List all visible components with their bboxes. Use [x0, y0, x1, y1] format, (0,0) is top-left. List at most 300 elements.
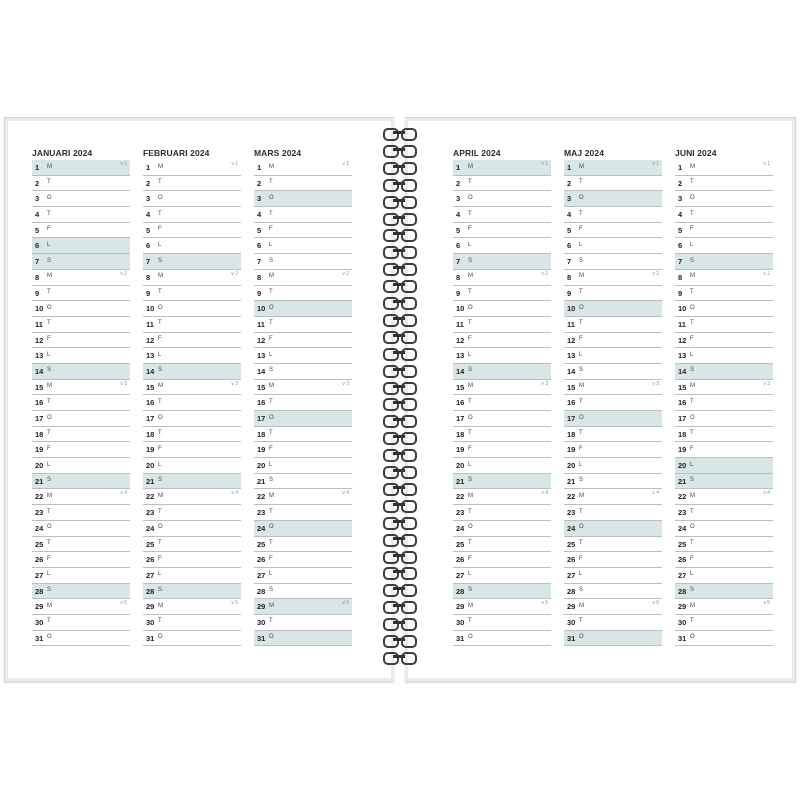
- day-row: [564, 160, 662, 176]
- week-number: v 5: [342, 600, 349, 607]
- weekday-letter: T: [269, 540, 273, 546]
- day-row: [254, 364, 352, 380]
- day-row: [32, 458, 130, 474]
- weekday-letter: T: [468, 618, 472, 625]
- weekday-letter: T: [468, 210, 472, 217]
- day-row: [254, 333, 352, 349]
- week-number: v 2: [231, 270, 238, 277]
- day-number: 19: [35, 445, 44, 455]
- day-row: [675, 474, 773, 490]
- weekday-letter: T: [579, 398, 583, 405]
- day-number: 6: [567, 241, 572, 251]
- day-number: 5: [257, 225, 262, 235]
- day-row: [143, 552, 241, 568]
- weekday-letter: S: [158, 477, 163, 484]
- week-number: v 1: [652, 161, 659, 167]
- day-row: [564, 364, 662, 380]
- binding-ring: [383, 296, 417, 308]
- weekday-letter: S: [468, 367, 473, 374]
- binding-ring: [383, 566, 417, 578]
- day-number: 23: [257, 508, 266, 518]
- day-number: 15: [567, 382, 576, 392]
- day-row: [564, 537, 662, 553]
- binding-ring: [383, 482, 417, 494]
- day-row: [32, 505, 130, 521]
- day-number: 8: [678, 272, 683, 282]
- day-number: 24: [146, 523, 155, 533]
- weekday-letter: M: [269, 163, 274, 170]
- day-row: [453, 584, 551, 600]
- day-number: 26: [35, 555, 44, 565]
- day-number: 24: [456, 523, 465, 533]
- weekday-letter: L: [47, 241, 51, 248]
- weekday-letter: T: [468, 398, 472, 405]
- day-number: 27: [678, 570, 687, 580]
- weekday-letter: T: [158, 508, 162, 515]
- day-row: [564, 584, 662, 600]
- weekday-letter: F: [158, 336, 162, 343]
- weekday-letter: T: [579, 618, 583, 625]
- day-row: [564, 348, 662, 364]
- binding-ring: [383, 178, 417, 190]
- day-row: [453, 552, 551, 568]
- day-number: 8: [456, 272, 461, 282]
- weekday-letter: T: [269, 179, 273, 186]
- day-number: 5: [456, 225, 461, 235]
- weekday-letter: S: [468, 257, 473, 264]
- week-number: v 3: [652, 380, 659, 387]
- day-number: 5: [35, 225, 40, 235]
- weekday-letter: O: [468, 304, 473, 311]
- day-number: 18: [146, 429, 155, 439]
- day-number: 10: [678, 304, 687, 314]
- day-row: [675, 191, 773, 207]
- day-number: 25: [146, 539, 155, 549]
- day-row: [564, 191, 662, 207]
- weekday-letter: T: [579, 508, 583, 515]
- day-row: [32, 238, 130, 254]
- day-number: 9: [257, 288, 262, 298]
- weekday-letter: O: [158, 304, 163, 311]
- weekday-letter: M: [579, 602, 584, 609]
- day-number: 20: [146, 461, 155, 471]
- day-row: [453, 223, 551, 239]
- day-row: [675, 568, 773, 584]
- binding-ring: [383, 533, 417, 545]
- week-number: v 5: [652, 600, 659, 607]
- weekday-letter: S: [47, 257, 52, 264]
- weekday-letter: S: [158, 257, 163, 264]
- day-number: 2: [678, 178, 683, 188]
- day-row: [675, 270, 773, 286]
- day-number: 27: [35, 570, 44, 580]
- week-number: v 1: [763, 161, 770, 167]
- weekday-letter: S: [47, 367, 52, 374]
- weekday-letter: O: [690, 414, 695, 421]
- weekday-letter: T: [158, 618, 162, 625]
- day-number: 22: [456, 492, 465, 502]
- binding-ring: [383, 313, 417, 325]
- day-number: 11: [257, 319, 265, 329]
- day-row: [32, 615, 130, 631]
- weekday-letter: F: [269, 336, 273, 343]
- day-row: [254, 505, 352, 521]
- day-row: [143, 537, 241, 553]
- day-number: 10: [257, 304, 266, 314]
- binding-ring: [383, 397, 417, 409]
- week-number: v 2: [342, 270, 349, 277]
- day-row: [32, 489, 130, 505]
- weekday-letter: M: [158, 602, 163, 609]
- day-number: 7: [456, 257, 461, 267]
- day-number: 25: [35, 539, 44, 549]
- day-number: 15: [456, 382, 465, 392]
- day-row: [143, 317, 241, 333]
- day-row: [453, 521, 551, 537]
- day-row: [453, 286, 551, 302]
- day-number: 18: [456, 429, 465, 439]
- day-number: 30: [146, 617, 155, 627]
- day-number: 16: [257, 398, 266, 408]
- day-number: 26: [456, 555, 465, 565]
- weekday-letter: M: [579, 492, 584, 499]
- day-number: 27: [146, 570, 155, 580]
- week-number: v 1: [231, 161, 238, 167]
- day-number: 14: [35, 366, 44, 376]
- day-number: 28: [456, 586, 465, 596]
- day-row: [675, 364, 773, 380]
- weekday-letter: L: [158, 571, 162, 578]
- day-row: [675, 317, 773, 333]
- month-title: APRIL 2024: [453, 148, 501, 158]
- day-row: [453, 599, 551, 615]
- day-number: 22: [567, 492, 576, 502]
- weekday-letter: T: [269, 210, 273, 217]
- day-row: [32, 317, 130, 333]
- binding-ring: [383, 212, 417, 224]
- day-row: [32, 286, 130, 302]
- day-row: [254, 442, 352, 458]
- day-row: [675, 223, 773, 239]
- day-row: [675, 537, 773, 553]
- day-row: [32, 427, 130, 443]
- weekday-letter: O: [468, 634, 473, 641]
- weekday-letter: T: [579, 430, 583, 437]
- day-number: 4: [35, 210, 40, 220]
- weekday-letter: S: [269, 587, 274, 594]
- day-list: [254, 160, 352, 646]
- day-row: [675, 599, 773, 615]
- day-row: [143, 489, 241, 505]
- weekday-letter: L: [47, 571, 51, 578]
- binding-ring: [383, 516, 417, 528]
- weekday-letter: L: [47, 351, 51, 358]
- day-row: [564, 521, 662, 537]
- day-row: [675, 207, 773, 223]
- day-row: [564, 552, 662, 568]
- day-number: 19: [678, 445, 687, 455]
- weekday-letter: M: [158, 492, 163, 499]
- weekday-letter: S: [579, 477, 584, 484]
- day-row: [143, 474, 241, 490]
- day-row: [143, 505, 241, 521]
- weekday-letter: O: [47, 414, 52, 421]
- day-number: 4: [257, 210, 262, 220]
- day-number: 16: [35, 398, 44, 408]
- day-row: [254, 176, 352, 192]
- day-number: 4: [146, 210, 151, 220]
- day-number: 13: [257, 351, 266, 361]
- week-number: v 5: [541, 600, 548, 607]
- weekday-letter: F: [690, 336, 694, 343]
- binding-ring: [383, 583, 417, 595]
- day-row: [143, 584, 241, 600]
- weekday-letter: O: [158, 194, 163, 201]
- day-row: [675, 427, 773, 443]
- day-row: [143, 301, 241, 317]
- weekday-letter: M: [468, 383, 473, 390]
- weekday-letter: L: [468, 241, 472, 248]
- day-row: [254, 427, 352, 443]
- day-number: 30: [257, 617, 266, 627]
- day-number: 12: [456, 335, 465, 345]
- day-number: 30: [678, 617, 687, 627]
- day-number: 22: [257, 492, 266, 502]
- weekday-letter: L: [269, 351, 273, 358]
- day-number: 19: [456, 445, 465, 455]
- day-number: 23: [678, 508, 687, 518]
- weekday-letter: L: [579, 461, 583, 468]
- day-row: [254, 270, 352, 286]
- day-row: [453, 505, 551, 521]
- day-number: 20: [257, 461, 266, 471]
- day-number: 3: [257, 194, 262, 204]
- day-row: [675, 584, 773, 600]
- week-number: v 1: [541, 161, 548, 167]
- day-number: 29: [678, 602, 687, 612]
- day-row: [675, 631, 773, 647]
- day-number: 13: [456, 351, 465, 361]
- weekday-letter: T: [269, 430, 273, 437]
- day-row: [453, 176, 551, 192]
- weekday-letter: T: [269, 508, 273, 515]
- weekday-letter: M: [47, 602, 52, 609]
- weekday-letter: M: [690, 163, 695, 170]
- day-row: [564, 176, 662, 192]
- weekday-letter: T: [158, 540, 162, 546]
- day-number: 28: [567, 586, 576, 596]
- month-title: JUNI 2024: [675, 148, 717, 158]
- day-number: 8: [146, 272, 151, 282]
- day-number: 1: [456, 163, 461, 172]
- day-list: [32, 160, 130, 646]
- binding-ring: [383, 144, 417, 156]
- day-number: 3: [567, 194, 572, 204]
- day-number: 13: [146, 351, 155, 361]
- day-number: 6: [678, 241, 683, 251]
- weekday-letter: O: [47, 194, 52, 201]
- day-number: 29: [35, 602, 44, 612]
- day-number: 5: [678, 225, 683, 235]
- day-row: [453, 395, 551, 411]
- day-number: 21: [35, 476, 44, 486]
- binding-ring: [383, 651, 417, 663]
- day-row: [32, 223, 130, 239]
- weekday-letter: O: [579, 414, 584, 421]
- day-row: [675, 254, 773, 270]
- weekday-letter: M: [468, 602, 473, 609]
- week-number: v 2: [763, 270, 770, 277]
- day-number: 27: [567, 570, 576, 580]
- day-number: 2: [146, 178, 151, 188]
- day-row: [453, 568, 551, 584]
- day-row: [32, 395, 130, 411]
- weekday-letter: T: [47, 398, 51, 405]
- weekday-letter: O: [579, 194, 584, 201]
- day-number: 1: [567, 163, 572, 172]
- weekday-letter: F: [690, 555, 694, 562]
- day-row: [453, 207, 551, 223]
- day-number: 11: [146, 319, 154, 329]
- weekday-letter: M: [158, 383, 163, 390]
- day-number: 29: [257, 602, 266, 612]
- weekday-letter: M: [47, 163, 52, 170]
- day-number: 14: [567, 366, 576, 376]
- day-list: [564, 160, 662, 646]
- day-number: 9: [456, 288, 461, 298]
- day-row: [143, 254, 241, 270]
- day-row: [564, 411, 662, 427]
- day-row: [143, 380, 241, 396]
- day-row: [143, 599, 241, 615]
- day-row: [254, 395, 352, 411]
- day-row: [143, 364, 241, 380]
- week-number: v 5: [120, 600, 127, 607]
- weekday-letter: S: [158, 367, 163, 374]
- day-number: 24: [35, 523, 44, 533]
- day-number: 4: [456, 210, 461, 220]
- day-row: [453, 442, 551, 458]
- binding-ring: [383, 161, 417, 173]
- week-number: v 4: [342, 490, 349, 497]
- day-number: 11: [567, 319, 575, 329]
- weekday-letter: T: [158, 289, 162, 295]
- weekday-letter: L: [579, 241, 583, 248]
- day-number: 21: [257, 476, 266, 486]
- weekday-letter: T: [690, 398, 694, 405]
- weekday-letter: T: [269, 398, 273, 405]
- day-number: 12: [678, 335, 687, 345]
- day-number: 9: [567, 288, 572, 298]
- day-row: [254, 238, 352, 254]
- weekday-letter: S: [47, 477, 52, 484]
- day-number: 15: [257, 382, 266, 392]
- day-number: 7: [35, 257, 40, 267]
- weekday-letter: T: [690, 179, 694, 186]
- week-number: v 4: [120, 490, 127, 497]
- binding-ring: [383, 499, 417, 511]
- day-row: [453, 615, 551, 631]
- day-number: 31: [257, 633, 266, 643]
- day-number: 28: [146, 586, 155, 596]
- day-number: 19: [257, 445, 266, 455]
- day-row: [32, 521, 130, 537]
- day-number: 6: [146, 241, 151, 251]
- day-number: 11: [35, 319, 43, 329]
- binding-ring: [383, 364, 417, 376]
- day-row: [32, 411, 130, 427]
- day-number: 30: [567, 617, 576, 627]
- weekday-letter: M: [47, 492, 52, 499]
- week-number: v 3: [231, 380, 238, 387]
- weekday-letter: M: [690, 273, 695, 280]
- weekday-letter: F: [579, 555, 583, 562]
- day-row: [143, 442, 241, 458]
- day-number: 7: [146, 257, 151, 267]
- weekday-letter: F: [579, 226, 583, 233]
- day-number: 18: [257, 429, 266, 439]
- day-number: 14: [257, 366, 266, 376]
- day-row: [32, 568, 130, 584]
- day-number: 17: [146, 414, 155, 423]
- week-number: v 2: [541, 270, 548, 277]
- day-row: [32, 537, 130, 553]
- weekday-letter: L: [579, 351, 583, 358]
- weekday-letter: T: [468, 179, 472, 186]
- day-row: [254, 474, 352, 490]
- day-number: 10: [456, 304, 465, 314]
- day-number: 3: [456, 194, 461, 204]
- weekday-letter: O: [158, 524, 163, 531]
- weekday-letter: L: [690, 351, 694, 358]
- day-row: [564, 427, 662, 443]
- day-number: 28: [678, 586, 687, 596]
- binding-ring: [383, 195, 417, 207]
- day-number: 20: [35, 461, 44, 471]
- weekday-letter: F: [269, 555, 273, 562]
- day-row: [143, 427, 241, 443]
- day-row: [675, 380, 773, 396]
- weekday-letter: T: [47, 508, 51, 515]
- weekday-letter: M: [690, 602, 695, 609]
- weekday-letter: M: [269, 273, 274, 280]
- day-row: [675, 458, 773, 474]
- weekday-letter: O: [47, 524, 52, 531]
- day-row: [675, 395, 773, 411]
- weekday-letter: T: [579, 320, 583, 327]
- day-row: [453, 364, 551, 380]
- day-row: [32, 474, 130, 490]
- weekday-letter: T: [47, 210, 51, 217]
- weekday-letter: L: [269, 241, 273, 248]
- day-row: [453, 411, 551, 427]
- day-number: 21: [146, 476, 155, 486]
- day-row: [564, 380, 662, 396]
- day-number: 18: [567, 429, 576, 439]
- day-number: 6: [257, 241, 262, 251]
- day-row: [453, 631, 551, 647]
- weekday-letter: T: [158, 398, 162, 405]
- weekday-letter: F: [579, 336, 583, 343]
- day-row: [143, 615, 241, 631]
- day-row: [453, 254, 551, 270]
- day-row: [32, 160, 130, 176]
- weekday-letter: T: [579, 179, 583, 186]
- day-number: 26: [567, 555, 576, 565]
- day-row: [32, 364, 130, 380]
- weekday-letter: T: [690, 210, 694, 217]
- weekday-letter: T: [158, 179, 162, 186]
